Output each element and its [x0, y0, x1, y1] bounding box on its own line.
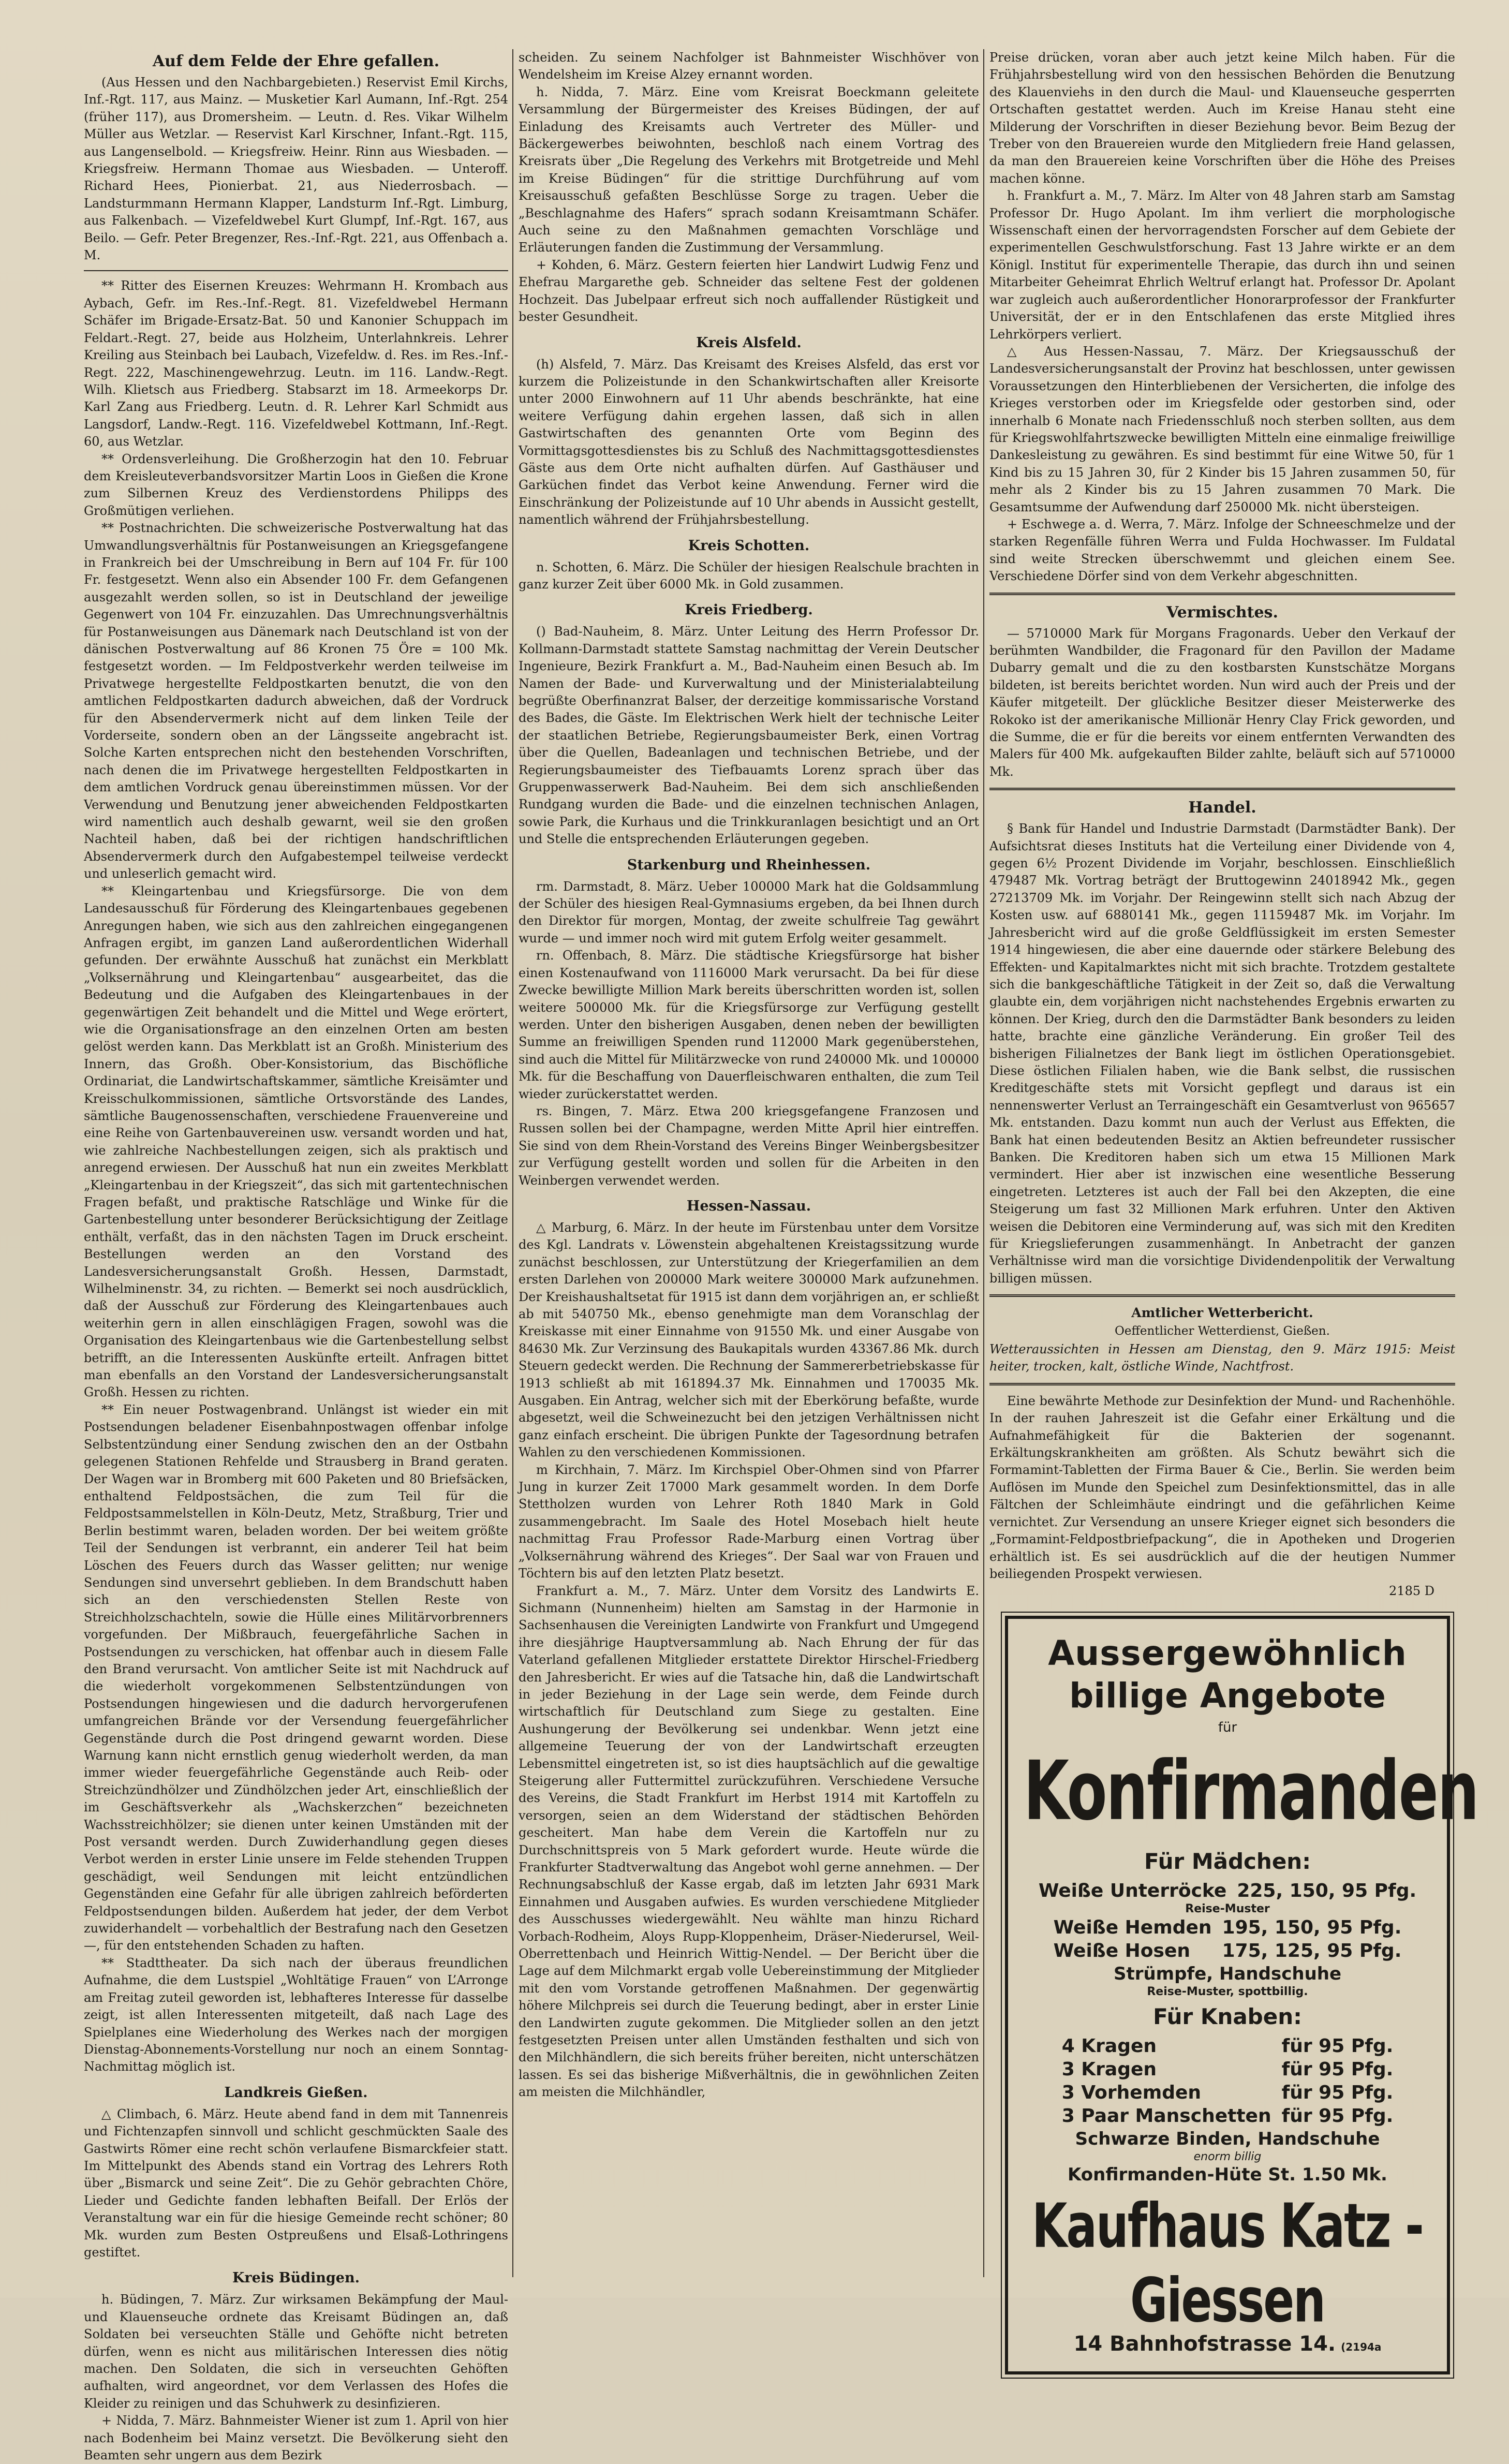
divider: [84, 270, 508, 271]
weather-forecast: Wetteraussichten in Hessen am Dienstag, den 9. März 1915: Meist heiter, trocken, kalt, östliche Winde, Nachtfrost.: [989, 1342, 1455, 1374]
article-paragraph: rs. Bingen, 7. März. Etwa 200 kriegsgefangene Franzosen und Russen sollen bei der Champagne, werden Mitte April hier eintreffen. Sie sind von dem Rhein-Vorstand des Vereins Binger Weinbergsbesitzer zur Verfügung gestellt worden und sollen für die Arbeiten in den Weinbergen verwendet werden.: [519, 1103, 979, 1188]
ad-line: Konfirmanden-Hüte St. 1.50 Mk.: [1068, 2164, 1387, 2185]
ad-price-row: 3 Paar Manschetten für 95 Pfg.: [1061, 2105, 1394, 2127]
ad-note: Reise-Muster: [1185, 1902, 1270, 1915]
article-paragraph: § Bank für Handel und Industrie Darmstadt (Darmstädter Bank). Der Aufsichtsrat dieses Instituts hat die Verteilung einer Dividende von 4, gegen 6½ Prozent Dividende im Vorjahr, beschlossen. Einschließlich 479487 Mk. Vortrag beträgt der Bruttogewinn 24018942 Mk., gegen 27213709 Mk. im Vorjahr. Der Reingewinn stellt sich nach Abzug der Kosten usw. auf 6880141 Mk., gegen 11159487 Mk. im Vorjahr. Im Jahresbericht wird auf die große Geldflüssigkeit im ersten Semester 1914 hingewiesen, die aber eine dauernde oder stärkere Belebung des Effekten- und Kapitalmarktes nicht mit sich brachte. Trotzdem gestaltete sich die bankgeschäftliche Tätigkeit in der Zeit so, daß die Verwaltung glaubte ein, dem vorjährigen nicht nachstehendes Ergebnis erwarten zu können. Der Krieg, durch den die Darmstädter Bank besonders zu leiden hatte, brachte eine gänzliche Veränderung. Ein großer Teil des bisherigen Filialnetzes der Bank liegt im östlichen Operationsgebiet. Diese östlichen Filialen haben, wie die Bank selbst, die russischen Kreditgeschäfte stets mit Vorsicht gepflegt und daraus ist ein nennenswerter Verlust an Terraingeschäft ein Gesamtverlust von 965657 Mk. entstanden. Dazu kommt nun auch der Verlust aus Effekten, die Bank hat einen bedeutenden Besitz an Aktien befreundeter russischer Banken. Die Kreditoren haben sich um etwa 15 Millionen Mark vermindert. Hier aber ist inzwischen eine wesentliche Besserung eingetreten. Letzteres ist auch der Fall bei den Akzepten, die eine Steigerung um fast 32 Millionen Mark erfuhren. Unter den Aktiven weisen die Debitoren eine Verminderung auf, was sich mit den Krediten für Kriegslieferungen zusammenhängt. In Anbetracht der ganzen Verhältnisse wird man die vorsichtige Dividendenpolitik der Verwaltung billigen müssen.: [989, 821, 1455, 1286]
region-heading: Hessen-Nassau.: [686, 1198, 811, 1214]
region-heading: Kreis Büdingen.: [232, 2270, 360, 2286]
ad-occasion: Konfirmanden: [1024, 1743, 1478, 1838]
ad-section-boys: Für Knaben:: [1153, 2003, 1302, 2029]
article-paragraph: ** Ritter des Eisernen Kreuzes: Wehrmann H. Krombach aus Aybach, Gefr. im Res.-Inf.-Regt. 81. Vizefeldwebel Hermann Schäfer im Brigade-Ersatz-Bat. 50 und Kanonier Schuppach im Feldart.-Regt. 27, beide aus Holzheim, Unterlahnkreis. Lehrer Kreiling aus Steinbach bei Laubach, Vizefeldw. d. Res. im Res.-Inf.-Regt. 222, Maschinengewehrzug. Leutn. im 116. Landw.-Regt. Wilh. Klietsch aus Friedberg. Stabsarzt im 18. Armeekorps Dr. Karl Zang aus Friedberg. Leutn. d. R. Lehrer Karl Schmidt aus Langsdorf, Landw.-Regt. 116. Vizefeldwebel Kottmann, Inf.-Regt. 60, aus Wetzlar.: [84, 278, 508, 449]
article-paragraph: ** Postnachrichten. Die schweizerische Postverwaltung hat das Umwandlungsverhältnis für Postanweisungen an Kriegsgefangene in Frankreich bei der Umschreibung in Bern auf 104 Fr. für 100 Fr. festgesetzt. Wenn also ein Absender 100 Fr. dem Gefangenen ausgezahlt werden sollen, so ist in Deutschland der jeweilige Gegenwert von 104 Fr. einzuzahlen. Das Umrechnungsverhältnis für Postanweisungen aus Dänemark nach Deutschland ist von der dänischen Postverwaltung auf 86 Kronen 75 Öre = 100 Mk. festgesetzt worden. — Im Feldpostverkehr werden teilweise im Privatwege hergestellte Feldpostkarten benutzt, die von den amtlichen Feldpostkarten dadurch abweichen, daß der Vordruck für den Absendervermerk nicht auf dem linken Teile der Vorderseite, sondern oben an der Längsseite angebracht ist. Solche Karten entsprechen nicht den bestehenden Vorschriften, nach denen die im Privatwege hergestellten Feldpostkarten in dem amtlichen Vordruck genau übereinstimmen müssen. Vor der Verwendung und Benutzung jener abweichenden Feldpostkarten wird namentlich auch deshalb gewarnt, weil sie den großen Nachteil haben, daß bei der richtigen handschriftlichen Absendervermerk durch den Aufgabestempel teilweise verdeckt und unleserlich gemacht wird.: [84, 521, 508, 881]
article-paragraph: h. Frankfurt a. M., 7. März. Im Alter von 48 Jahren starb am Samstag Professor Dr. Hugo Apolant. Im ihm verliert die morphologische Wissenschaft einen der hervorragendsten Forscher auf dem Gebiete der experimentellen Geschwulstforschung. Fast 13 Jahre wirkte er an dem Königl. Institut für experimentelle Therapie, das durch ihn und seinen Mitarbeiter Geheimrat Ehrlich Weltruf erlangt hat. Professor Dr. Apolant war zugleich auch außerordentlicher Honorarprofessor der Frankfurter Universität, der er in den Entschlafenen das erste Mitglied ihres Lehrkörpers verliert.: [989, 188, 1455, 342]
column-1: [84, 49, 508, 2463]
article-paragraph: rn. Offenbach, 8. März. Die städtische Kriegsfürsorge hat bisher einen Kostenaufwand von 1116000 Mark verursacht. Da bei für diese Zwecke bewilligte Million Mark bereits überschritten worden ist, sollen weitere 500000 Mk. für die Kriegsfürsorge zur Verfügung gestellt werden. Unter den bisherigen Ausgaben, denen neben der bewilligten Summe an freiwilligen Spenden rund 112000 Mark gegenüberstehen, sind auch die Mittel für Militärzwecke von rund 240000 Mk. und 100000 Mk. für die Beschaffung von Dauerfleischwaren enthalten, die zum Teil wieder zurückerstattet werden.: [519, 948, 979, 1101]
ad-line: Schwarze Binden, Handschuhe: [1075, 2128, 1380, 2149]
divider: [989, 788, 1455, 790]
article-paragraph: h. Büdingen, 7. März. Zur wirksamen Bekämpfung der Maul- und Klauenseuche ordnete das Kreisamt Büdingen an, daß Soldaten bei verseuchten Ställe und Gehöfte nicht betreten dürfen, wenn es nicht aus militärischen Interessen dies nötig machen. Den Soldaten, die sich in verseuchten Gehöften aufhalten, wird angeordnet, vor dem Verlassen des Hofes die Kleider zu reinigen und das Schuhwerk zu desinfizieren.: [84, 2292, 508, 2411]
ad-price-row: Weiße Hosen 175, 125, 95 Pfg.: [1053, 1940, 1402, 1961]
ad-for: für: [1218, 1719, 1237, 1735]
article-paragraph: scheiden. Zu seinem Nachfolger ist Bahnmeister Wischhöver von Wendelsheim im Kreise Alzey ernannt worden.: [519, 50, 979, 82]
article-paragraph: + Nidda, 7. März. Bahnmeister Wiener ist zum 1. April von hier nach Bodenheim bei Mainz versetzt. Die Bevölkerung sieht den Beamten sehr ungern aus dem Bezirk: [84, 2413, 508, 2463]
article-paragraph: m Kirchhain, 7. März. Im Kirchspiel Ober-Ohmen sind von Pfarrer Jung in kurzer Zeit 17000 Mark gesammelt worden. In dem Dorfe Stettholzen wurden von Lehrer Roth 1840 Mark in Gold zusammengebracht. Im Saale des Hotel Mosebach hielt heute nachmittag Frau Professor Rade-Marburg einen Vortrag über „Volksernährung während des Krieges“. Der Saal war von Frauen und Töchtern bis auf den letzten Platz besetzt.: [519, 1462, 979, 1581]
column-2: [519, 49, 979, 2282]
article-paragraph: ** Kleingartenbau und Kriegsfürsorge. Die von dem Landesausschuß für Förderung des Kleingartenbaues gegebenen Anregungen haben, wie sich aus den zahlreichen eingegangenen Anfragen ergibt, im ganzen Land außerordentlichen Widerhall gefunden. Der erwähnte Ausschuß hat zunächst ein Merkblatt „Volksernährung und Kleingartenbau“ ausgearbeitet, das die Bedeutung und die Aufgaben des Kleingartenbaues in der gegenwärtigen Zeit behandelt und die Mittel und Wege erörtert, wie die Organisationsfrage an den einzelnen Orten am besten gelöst werden kann. Das Merkblatt ist an Großh. Ministerium des Innern, das Großh. Ober-Konsistorium, das Bischöfliche Ordinariat, die Landwirtschaftskammer, sämtliche Kreisämter und Kreisschulkommissionen, sämtliche Ortsvorstände des Landes, sämtliche Baugenossenschaften, verschiedene Frauenvereine und eine Reihe von Gartenbauvereinen usw. versandt worden und hat, wie zahlreiche Nachbestellungen zeigen, sich als praktisch und anregend erwiesen. Der Ausschuß hat nun ein zweites Merkblatt „Kleingartenbau in der Kriegszeit“, das sich mit gartentechnischen Fragen befaßt, und praktische Ratschläge und Winke für die Gartenbestellung unter besonderer Berücksichtigung der Zeitlage enthält, verfaßt, das in den nächsten Tagen im Druck erscheint. Bestellungen werden an den Vorstand des Landesversicherungsanstalt Großh. Hessen, Darmstadt, Wilhelminenstr. 34, zu richten. — Bemerkt sei noch ausdrücklich, daß der Ausschuß zur Förderung des Kleingartenbaues auch weiterhin gern in allen einschlägigen Fragen, sowohl was die Organisation des Kleingartenbaus wie die Gartenbestellung selbst betrifft, an die Interessenten Auskünfte erteilt. Anfragen bittet man ebenfalls an den Vorstand der Landesversicherungsanstalt Großh. Hessen zu richten.: [84, 883, 508, 1400]
article-paragraph: + Eschwege a. d. Werra, 7. März. Infolge der Schneeschmelze und der starken Regenfälle führen Werra und Fulda Hochwasser. Im Fuldatal sind weite Strecken überschwemmt und gleichen einem See. Verschiedene Dörfer sind von dem Verkehr abgeschnitten.: [989, 517, 1455, 584]
section-title: Handel.: [1188, 799, 1256, 817]
column-rule: [512, 49, 513, 2277]
article-paragraph: n. Schotten, 6. März. Die Schüler der hiesigen Realschule brachten in ganz kurzer Zeit über 6000 Mk. in Gold zusammen.: [519, 559, 979, 592]
ad-headline: Aussergewöhnlich: [1048, 1633, 1407, 1673]
article-paragraph: — 5710000 Mark für Morgans Fragonards. Ueber den Verkauf der berühmten Wandbilder, die Fragonard für den Pavillon der Madame Dubarry gemalt und die zu den kostbarsten Kunstschätze Morgans bildeten, ist bereits berichtet worden. Nun wird auch der Preis und der Käufer mitgeteilt. Der glückliche Besitzer dieser Meisterwerke des Rokoko ist der amerikanische Millionär Henry Clay Frick geworden, und die Summe, die er für die bereits vor einem entfernten Verwandten des Malers für 400 Mk. aufgekauften Bilder zahlte, beläuft sich auf 5710000 Mk.: [989, 626, 1455, 779]
advertorial-paragraph: Eine bewährte Methode zur Desinfektion der Mund- und Rachenhöhle. In der rauhen Jahreszeit ist die Gefahr einer Erkältung und die Aufnahmefähigkeit für die Bakterien der sogenannt. Erkältungskrankheiten am größten. Als Schutz bewährt sich die Formamint-Tabletten der Firma Bauer & Cie., Berlin. Sie werden beim Auflösen im Munde den Speichel zum Desinfektionsmittel, das in alle Fältchen der Schleimhäute eindringt und die gefährlichen Keime vernichtet. Zur Versendung an unsere Krieger eignet sich besonders die „Formamint-Feldpostbriefpackung“, die in Apotheken und Drogerien erhältlich ist. Es sei ausdrücklich auf die der heutigen Nummer beiliegenden Prospekt verwiesen.: [989, 1393, 1455, 1581]
article-paragraph: △ Marburg, 6. März. In der heute im Fürstenbau unter dem Vorsitze des Kgl. Landrats v. Löwenstein abgehaltenen Kreistagssitzung wurde zunächst beschlossen, zur Unterstützung der Kriegerfamilien an dem ersten Darlehen von 200000 Mark weitere 300000 Mark aufzunehmen. Der Kreishaushaltsetat für 1915 ist dann dem vorjährigen an, er schließt ab mit 540750 Mk., ebenso genehmigte man dem Voranschlag der Kreiskasse mit einer Einnahme von 91550 Mk. und einer Ausgabe von 84630 Mk. Zur Verzinsung des Baukapitals wurden 43367.86 Mk. durch Steuern gedeckt werden. Die Rechnung der Sammererbetriebskasse für 1913 schließt ab mit 161894.37 Mk. Einnahmen und 170035 Mk. Ausgaben. Ein Antrag, welcher sich mit der Eberkörung befaßte, wurde abgesetzt, weil die Schweinezucht bei den jetzigen Verhältnissen nicht ganz einfach erscheint. Die übrigen Punkte der Tagesordnung betrafen Wahlen zu den verschiedenen Kommissionen.: [519, 1220, 979, 1460]
divider: [989, 1294, 1455, 1297]
weather-source: Oeffentlicher Wetterdienst, Gießen.: [1115, 1324, 1330, 1338]
region-heading: Landkreis Gießen.: [224, 2084, 368, 2101]
article-paragraph: ** Ordensverleihung. Die Großherzogin hat den 10. Februar dem Kreisleuteverbandsvorsitzer Martin Loos in Gießen die Krone zum Silbernen Kreuz des Verdienstordens Philipps des Großmütigen verliehen.: [84, 451, 508, 518]
ad-price-table-girls: [1033, 1879, 1422, 1902]
region-heading: Kreis Alsfeld.: [696, 334, 802, 351]
article-paragraph: ** Ein neuer Postwagenbrand. Unlängst ist wieder ein mit Postsendungen beladener Eisenbahnpostwagen offenbar infolge Selbstentzündung einer Sendung zwischen den an der Ostbahn gelegenen Stationen Rehfelde und Strausberg in Brand geraten. Der Wagen war in Bromberg mit 600 Paketen und 80 Briefsäcken, enthaltend Feldpostsächen, die zum Teil für die Feldpostsammelstellen in Köln-Deutz, Metz, Straßburg, Trier und Berlin bestimmt waren, beladen worden. Der bei weitem größte Teil der Sendungen ist verbrannt, ein anderer Teil hat beim Löschen des Feuers durch das Wasser gelitten; nur wenige Sendungen sind unversehrt geblieben. In dem Brandschutt haben sich an den verschiedensten Stellen Reste von Streichholzschachteln, sowie die Hülle eines Militärvorbrenners vorgefunden. Der Mißbrauch, feuergefährliche Sachen in Postsendungen zu verschicken, hat offenbar auch in diesem Falle den Brand verursacht. Von amtlicher Seite ist mit Nachdruck auf die wiederholt vorgekommenen Selbstentzündungen von Postsendungen hingewiesen und die dadurch hervorgerufenen umfangreichen Brände vor der Versendung feuergefährlicher Gegenstände durch die Post dringend gewarnt worden. Diese Warnung kann nicht ernstlich genug wiederholt werden, da man immer wieder feuergefährliche Gegenstände auch Reib- oder Streichzündhölzer und Zündhölzchen jeder Art, einschließlich der im Geschäftsverkehr als „Wachskerzchen“ bezeichneten Wachsstreichhölzer; sie dienen unter keinen Umständen mit der Post versandt werden. Durch Zuwiderhandlung gegen dieses Verbot werden in erster Linie unsere im Felde stehenden Truppen geschädigt, weil Sendungen mit leicht entzündlichen Gegenständen eine Gefahr für alle übrigen zahlreich beförderten Feldpostsendungen bilden. Außerdem hat jeder, der dem Verbot zuwiderhandelt — vorbehaltlich der Bestrafung nach den Gesetzen —, für den entstehenden Schaden zu haften.: [84, 1402, 508, 1953]
article-paragraph: Preise drücken, voran aber auch jetzt keine Milch haben. Für die Frühjahrsbestellung wird von den hessischen Behörden die Benutzung des Klauenviehs in den durch die Maul- und Klauenseuche gesperrten Ortschaften gestattet werden. Auch im Kreise Hanau steht eine Milderung der Vorschriften in dieser Beziehung bevor. Beim Bezug der Treber von den Brauereien wurde den Mitgliedern freie Hand gelassen, da man den Brauereien keine Vorschriften über die Höhe des Preises machen könne.: [989, 50, 1455, 186]
article-paragraph: + Kohden, 6. März. Gestern feierten hier Landwirt Ludwig Fenz und Ehefrau Margarethe geb. Schneider das seltene Fest der goldenen Hochzeit. Das Jubelpaar erfreut sich noch auffallender Rüstigkeit und bester Gesundheit.: [519, 257, 979, 324]
divider: [989, 1383, 1455, 1385]
ad-note: enorm billig: [1193, 2150, 1262, 2163]
ad-line: Strümpfe, Handschuhe: [1113, 1963, 1342, 1984]
ad-price-row: Weiße Unterröcke 225, 150, 95 Pfg.: [1038, 1880, 1417, 1901]
ad-price-row: 3 Kragen für 95 Pfg.: [1061, 2058, 1394, 2080]
article-paragraph: rm. Darmstadt, 8. März. Ueber 100000 Mark hat die Goldsammlung der Schüler des hiesigen Real-Gymnasiums ergeben, da bei Ihnen durch den Direktor für morgen, Montag, der zweite schulfreie Tag gewährt wurde — und immer noch wird mit gutem Erfolg weiter gesammelt.: [519, 879, 979, 946]
article-paragraph: ** Stadttheater. Da sich nach der überaus freundlichen Aufnahme, die dem Lustspiel „Wohltätige Frauen“ von L’Arronge am Freitag zuteil geworden ist, lebhafteres Interesse für dasselbe zeigt, ist allen Interessenten mitgeteilt, daß nach Lage des Spielplanes eine Wiederholung des Werkes nach der morgigen Dienstag-Abonnements-Vorstellung nur noch an einem Sonntag-Nachmittag möglich ist.: [84, 1955, 508, 2074]
ad-code: (2194a: [1341, 2340, 1382, 2353]
article-paragraph: △ Climbach, 6. März. Heute abend fand in dem mit Tannenreis und Fichtenzapfen sinnvoll und schlicht geschmückten Saale des Gastwirts Römer eine recht schön verlaufene Bismarckfeier statt. Im Mittelpunkt des Abends stand ein Vortrag des Lehrers Roth über „Bismarck und seine Zeit“. Die zu Gehör gebrachten Chöre, Lieder und Gedichte fanden lebhaften Beifall. Der Erlös der Veranstaltung war ein für die hiesige Gemeinde recht schöner; 80 Mk. wurden zum Besten Ostpreußens und Elsaß-Lothringens gestiftet.: [84, 2106, 508, 2260]
region-heading: Kreis Friedberg.: [685, 602, 813, 618]
article-paragraph: () Bad-Nauheim, 8. März. Unter Leitung des Herrn Professor Dr. Kollmann-Darmstadt stattete Samstag nachmittag der Verein Deutscher Ingenieure, Bezirk Frankfurt a. M., Bad-Nauheim einen Besuch ab. Im Namen der Bade- und Kurverwaltung und der Ministerialabteilung begrüßte Oberfinanzrat Balser, der derzeitige kommissarische Vorstand des Bades, die Gäste. Im Elektrischen Werk hielt der technische Leiter der staatlichen Betriebe, Regierungsbaumeister Berk, einen Vortrag über die Quellen, Badeanlagen und technischen Betriebe, und der Regierungsbaumeister des Tiefbauamts Lorenz sprach über das Gruppenwasserwerk Bad-Nauheim. Bei dem sich anschließenden Rundgang wurden die Bade- und die einzelnen technischen Anlagen, sowie Park, die Kurhaus und die Trinkkuranlagen besichtigt und an Ort und Stelle die entsprechenden Erläuterungen gegeben.: [519, 624, 979, 847]
region-heading: Starkenburg und Rheinhessen.: [627, 857, 871, 873]
ad-code: 2185 D: [1389, 1584, 1434, 1599]
article-paragraph: (Aus Hessen und den Nachbargebieten.) Reservist Emil Kirchs, Inf.-Rgt. 117, aus Mainz. — Musketier Karl Aumann, Inf.-Rgt. 254 (früher 117), aus Dromersheim. — Leutn. d. Res. Vikar Wilhelm Müller aus Wetzlar. — Reservist Karl Kirschner, Infant.-Rgt. 115, aus Langenselbold. — Kriegsfreiw. Heinr. Rinn aus Wiesbaden. — Kriegsfreiw. Hermann Thomae aus Wiesbaden. — Unteroff. Richard Hees, Pionierbat. 21, aus Niederrosbach. — Landsturmmann Hermann Klapper, Landsturm Inf.-Rgt. Limburg, aus Falkenbach. — Vizefeldwebel Kurt Glumpf, Inf.-Rgt. 167, aus Beilo. — Gefr. Peter Bregenzer, Res.-Inf.-Rgt. 221, aus Offenbach a. M.: [84, 75, 508, 263]
article-paragraph: △ Aus Hessen-Nassau, 7. März. Der Kriegsausschuß der Landesversicherungsanstalt der Provinz hat beschlossen, unter gewissen Voraussetzungen den Hinterbliebenen der Versicherten, die infolge des Krieges verstorben oder im Kriegsfelde oder gestorben sind, oder innerhalb 6 Monate nach Friedensschluß noch sterben sollten, aus dem für Kriegswohlfahrtszwecke bewilligten Mitteln eine einmalige freiwillige Dankesleistung zu gewähren. Es sind bestimmt für eine Witwe 50, für 1 Kind bis zu 15 Jahren 30, für 2 Kinder bis 15 Jahren zusammen 50, für mehr als 2 Kinder bis zu 15 Jahren zusammen 70 Mark. Die Gesamtsumme der Aufwendung darf 250000 Mk. nicht übersteigen.: [989, 344, 1455, 514]
ad-store-name: Kaufhaus Katz - Giessen: [1032, 2191, 1423, 2337]
article-paragraph: (h) Alsfeld, 7. März. Das Kreisamt des Kreises Alsfeld, das erst vor kurzem die Polizeistunde in den Schankwirtschaften aller Kreisorte unter 2000 Einwohnern auf 11 Uhr abends beschränkte, hat eine weitere Verfügung dahin ergehen lassen, daß sich in allen Gastwirtschaften des genannten Orte vom Beginn des Vormittagsgottesdienstes bis zu Schluß des Nachmittagsgottesdienstes Gäste aus dem Orte nicht aufhalten dürfen. Auf Gasthäuser und Garküchen findet das Verbot keine Anwendung. Ferner wird die Einschränkung der Polizeistunde auf 10 Uhr abends in Aussicht gestellt, namentlich während der Frühjahrsbestellung.: [519, 357, 979, 527]
section-title: Vermischtes.: [1166, 603, 1278, 622]
ad-price-row: 4 Kragen für 95 Pfg.: [1061, 2035, 1394, 2057]
ad-price-table-boys: [1057, 2034, 1399, 2128]
ad-address: 14 Bahnhofstrasse 14.: [1073, 2332, 1336, 2356]
advertisement-katz: [1005, 1616, 1478, 2374]
weather-title: Amtlicher Wetterbericht.: [1131, 1305, 1313, 1321]
ad-note: Reise-Muster, spottbillig.: [1147, 1985, 1308, 1998]
ad-price-row: 3 Vorhemden für 95 Pfg.: [1061, 2082, 1394, 2103]
article-paragraph: Frankfurt a. M., 7. März. Unter dem Vorsitz des Landwirts E. Sichmann (Nunnenheim) hielten am Samstag in der Harmonie in Sachsenhausen die Vereinigten Landwirte von Frankfurt und Umgegend ihre diesjährige Hauptversammlung ab. Nach Ehrung der für das Vaterland gefallenen Mitglieder erstattete Direktor Hirschel-Friedberg den Jahresbericht. Er wies auf die Tatsache hin, daß die Landwirtschaft in jeder Beziehung in der Lage sein werde, dem Feinde durch wirtschaftlich für Deutschland zum Siege zu gestalten. Eine Aushungerung der Bevölkerung sei undenkbar. Wenn jetzt eine allgemeine Teuerung der von der Landwirtschaft erzeugten Lebensmittel eingetreten ist, so ist dies hauptsächlich auf die gewaltige Steigerung aller Futtermittel zurückzuführen. Verschiedene Versuche des Vereins, die Stadt Frankfurt im Herbst 1914 mit Kartoffeln zu versorgen, seien an dem Widerstand der städtischen Behörden gescheitert. Man habe dem Verein die Kartoffeln nur zu Durchschnittspreis von 5 Mark gefordert wurde. Heute würde die Frankfurter Stadtverwaltung das Angebot wohl gerne annehmen. — Der Rechnungsabschluß der Kasse ergab, daß im letzten Jahr 6931 Mark Einnahmen und Ausgaben aufwies. Es wurden verschiedene Mitglieder des Ausschusses wiedergewählt. Neu wählte man hinzu Richard Vorbach-Rodheim, Aloys Rupp-Kloppenheim, Dräser-Niederursel, Weil-Oberrettenbach und Heinrich Wittig-Nendel. — Der Bericht über die Lage auf dem Milchmarkt ergab volle Uebereinstimmung der Mitglieder mit den vom Vorstande getroffenen Maßnahmen. Der gegenwärtig höhere Milchpreis sei durch die Teuerung bedingt, aber in erster Linie den Landwirten zugute gekommen. Die Mitglieder sollen an den jetzt festgesetzten Preisen unter allen Umständen festhalten und sich von den Milchhändlern, die sich bereits früher bereiten, nicht unterschätzen lassen. Es sei das bisherige Mißverhältnis, die in gewöhnlichen Zeiten am meisten die Milchhändler,: [519, 1583, 979, 2100]
divider: [989, 593, 1455, 595]
column-rule: [983, 49, 984, 2277]
column-3: [989, 49, 1478, 2356]
region-heading: Kreis Schotten.: [688, 537, 810, 554]
ad-price-row: Weiße Hemden 195, 150, 95 Pfg.: [1053, 1916, 1402, 1938]
article-paragraph: h. Nidda, 7. März. Eine vom Kreisrat Boeckmann geleitete Versammlung der Bürgermeister des Kreises Büdingen, der auf Einladung des Kreisamts auch Vertreter des Müller- und Bäckergewerbes beiwohnten, beschloß nach einem Vortrag des Kreisrats über „Die Regelung des Verkehrs mit Brotgetreide und Mehl im Kreise Büdingen“ für die strittige Durchführung auf vom Kreisausschuß gefaßten Beschlüsse Sorge zu tragen. Ueber die „Beschlagnahme des Hafers“ sprach sodann Kreisamtmann Schäfer. Auch seine zu den Maßnahmen gemachten Vorschläge und Erläuterungen fanden die Zustimmung der Versammlung.: [519, 84, 979, 255]
ad-headline: billige Angebote: [1069, 1675, 1386, 1716]
ad-section-girls: Für Mädchen:: [1144, 1848, 1311, 1874]
section-title: Auf dem Felde der Ehre gefallen.: [152, 52, 440, 70]
ad-price-table-girls2: [1048, 1916, 1407, 1963]
